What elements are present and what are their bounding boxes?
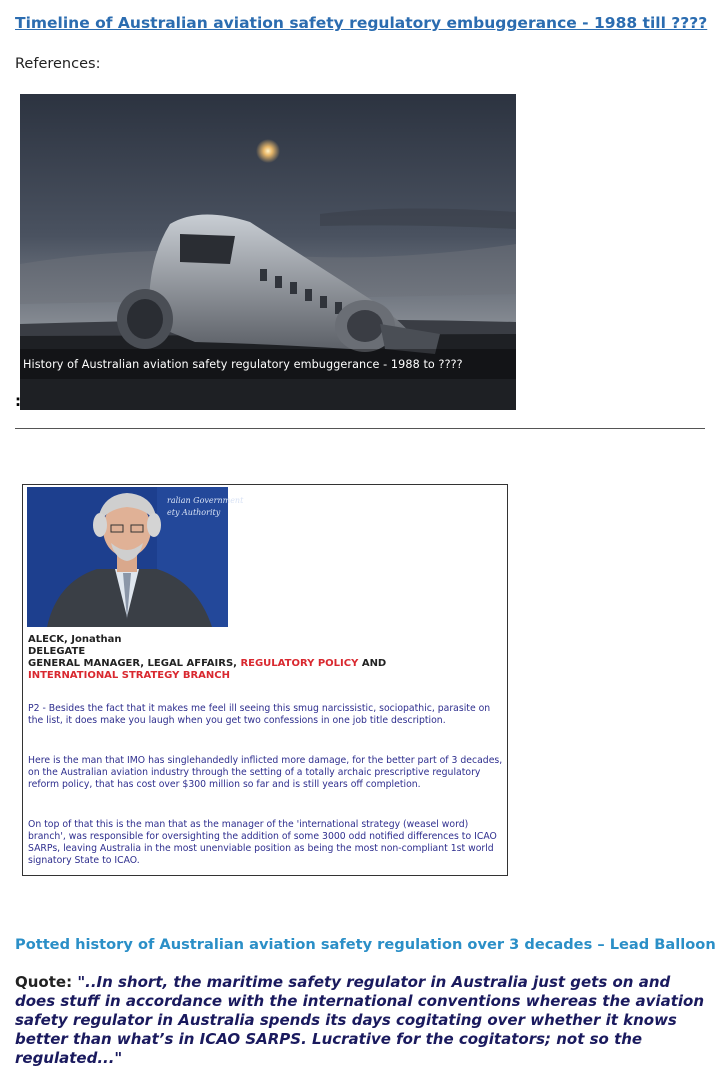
quote-block [15,973,705,1068]
references-label: References: [15,56,101,72]
profile-card [22,484,508,876]
colon-text: : [15,392,21,410]
hero-image [20,94,516,410]
section-heading: Potted history of Australian aviation safety regulation over 3 decades – Lead Balloon [15,936,716,953]
profile-position-branch: INTERNATIONAL STRATEGY BRANCH [28,670,230,681]
profile-paragraph-1: P2 - Besides the fact that it makes me feel ill seeing this smug narcissistic, sociopathic, parasite on the list, it does make you laugh when you get two confessions in one job title description. [28,703,491,726]
profile-details [28,634,386,682]
horizontal-divider [15,428,705,429]
profile-paragraph-3: On top of that this is the man that as the manager of the 'international strategy (weasel word) branch', was responsible for oversighting the addition of some 3000 odd notified differences to ICAO SARPs, leaving Australia in the most unenviable position as being the most non-compliant 1st world signatory State to ICAO. [28,819,497,866]
profile-paragraph-2: Here is the man that IMO has singlehandedly inflicted more damage, for the better part of 3 decades, on the Australian aviation industry through the setting of a totally archaic prescriptive regulatory reform policy, that has cost over $300 million so far and is still years off completion. [28,755,503,790]
quote-label: Quote: [15,973,78,991]
profile-name: ALECK, Jonathan [28,634,122,645]
article-title-link[interactable]: Timeline of Australian aviation safety regulatory embuggerance - 1988 till ???? [15,14,708,32]
quote-text: "..In short, the maritime safety regulator in Australia just gets on and does stuff in accordance with the international conventions whereas the aviation safety regulator in Australia spends its days cogitating over whether it knows better than what’s in ICAO SARPS. Lucrative for the cogitators; not so the regulated..." [15,973,704,1067]
profile-photo [27,487,244,627]
photo-logo-text: ralian Government ety Authority [167,496,244,517]
profile-role: DELEGATE [28,646,86,657]
profile-position: GENERAL MANAGER, LEGAL AFFAIRS, REGULATORY POLICY AND [28,658,387,669]
hero-caption: History of Australian aviation safety regulatory embuggerance - 1988 to ???? [23,358,463,371]
